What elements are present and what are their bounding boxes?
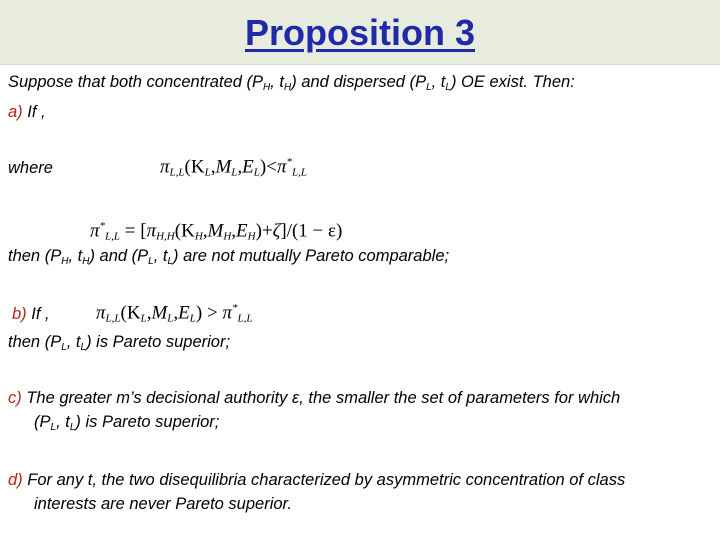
item-a-where: where	[8, 159, 53, 177]
item-d-line-2: interests are never Pareto superior.	[34, 495, 293, 513]
item-b-line: b) If ,	[12, 305, 50, 323]
item-b-then: then ($P_L$, $t_L$) is Pareto superior;	[8, 333, 231, 353]
title-bar	[0, 0, 720, 65]
item-a-label: a)	[8, 103, 23, 121]
item-c-line-1: c) The greater m’s decisional authority ε, the smaller the set of parameters for which	[8, 389, 621, 407]
item-c-label: c)	[8, 389, 22, 407]
equation-3: $\pi_{L,L}(K_L,M_L,E_L) > \pi^*_{L,L}$	[96, 302, 253, 325]
intro-line: Suppose that both concentrated ($P_H$, $t_H$) and dispersed ($P_L$, $t_L$) OE exist. Then:	[8, 73, 575, 93]
equation-1: $\pi_{L,L}(K_L,M_L,E_L)<\pi^*_{L,L}$	[160, 156, 307, 179]
item-c-line-2: ($P_L$, $t_L$) is Pareto superior;	[34, 413, 220, 433]
item-d-label: d)	[8, 471, 23, 489]
item-a-line: a) If ,	[8, 103, 46, 121]
item-a-then: then ($P_H$, $t_H$) and ($P_L$, $t_L$) are not mutually Pareto comparable;	[8, 247, 450, 267]
slide-title: Proposition 3	[244, 12, 475, 53]
item-b-label: b)	[12, 305, 27, 323]
item-d-line-1: d) For any t, the two disequilibria characterized by asymmetric concentration of class	[8, 471, 626, 489]
equation-2: $\pi^*_{L,L} = [\pi_{H,H}(K_H,M_H,E_H)+\zeta]/(1 - \varepsilon)$	[90, 220, 343, 243]
